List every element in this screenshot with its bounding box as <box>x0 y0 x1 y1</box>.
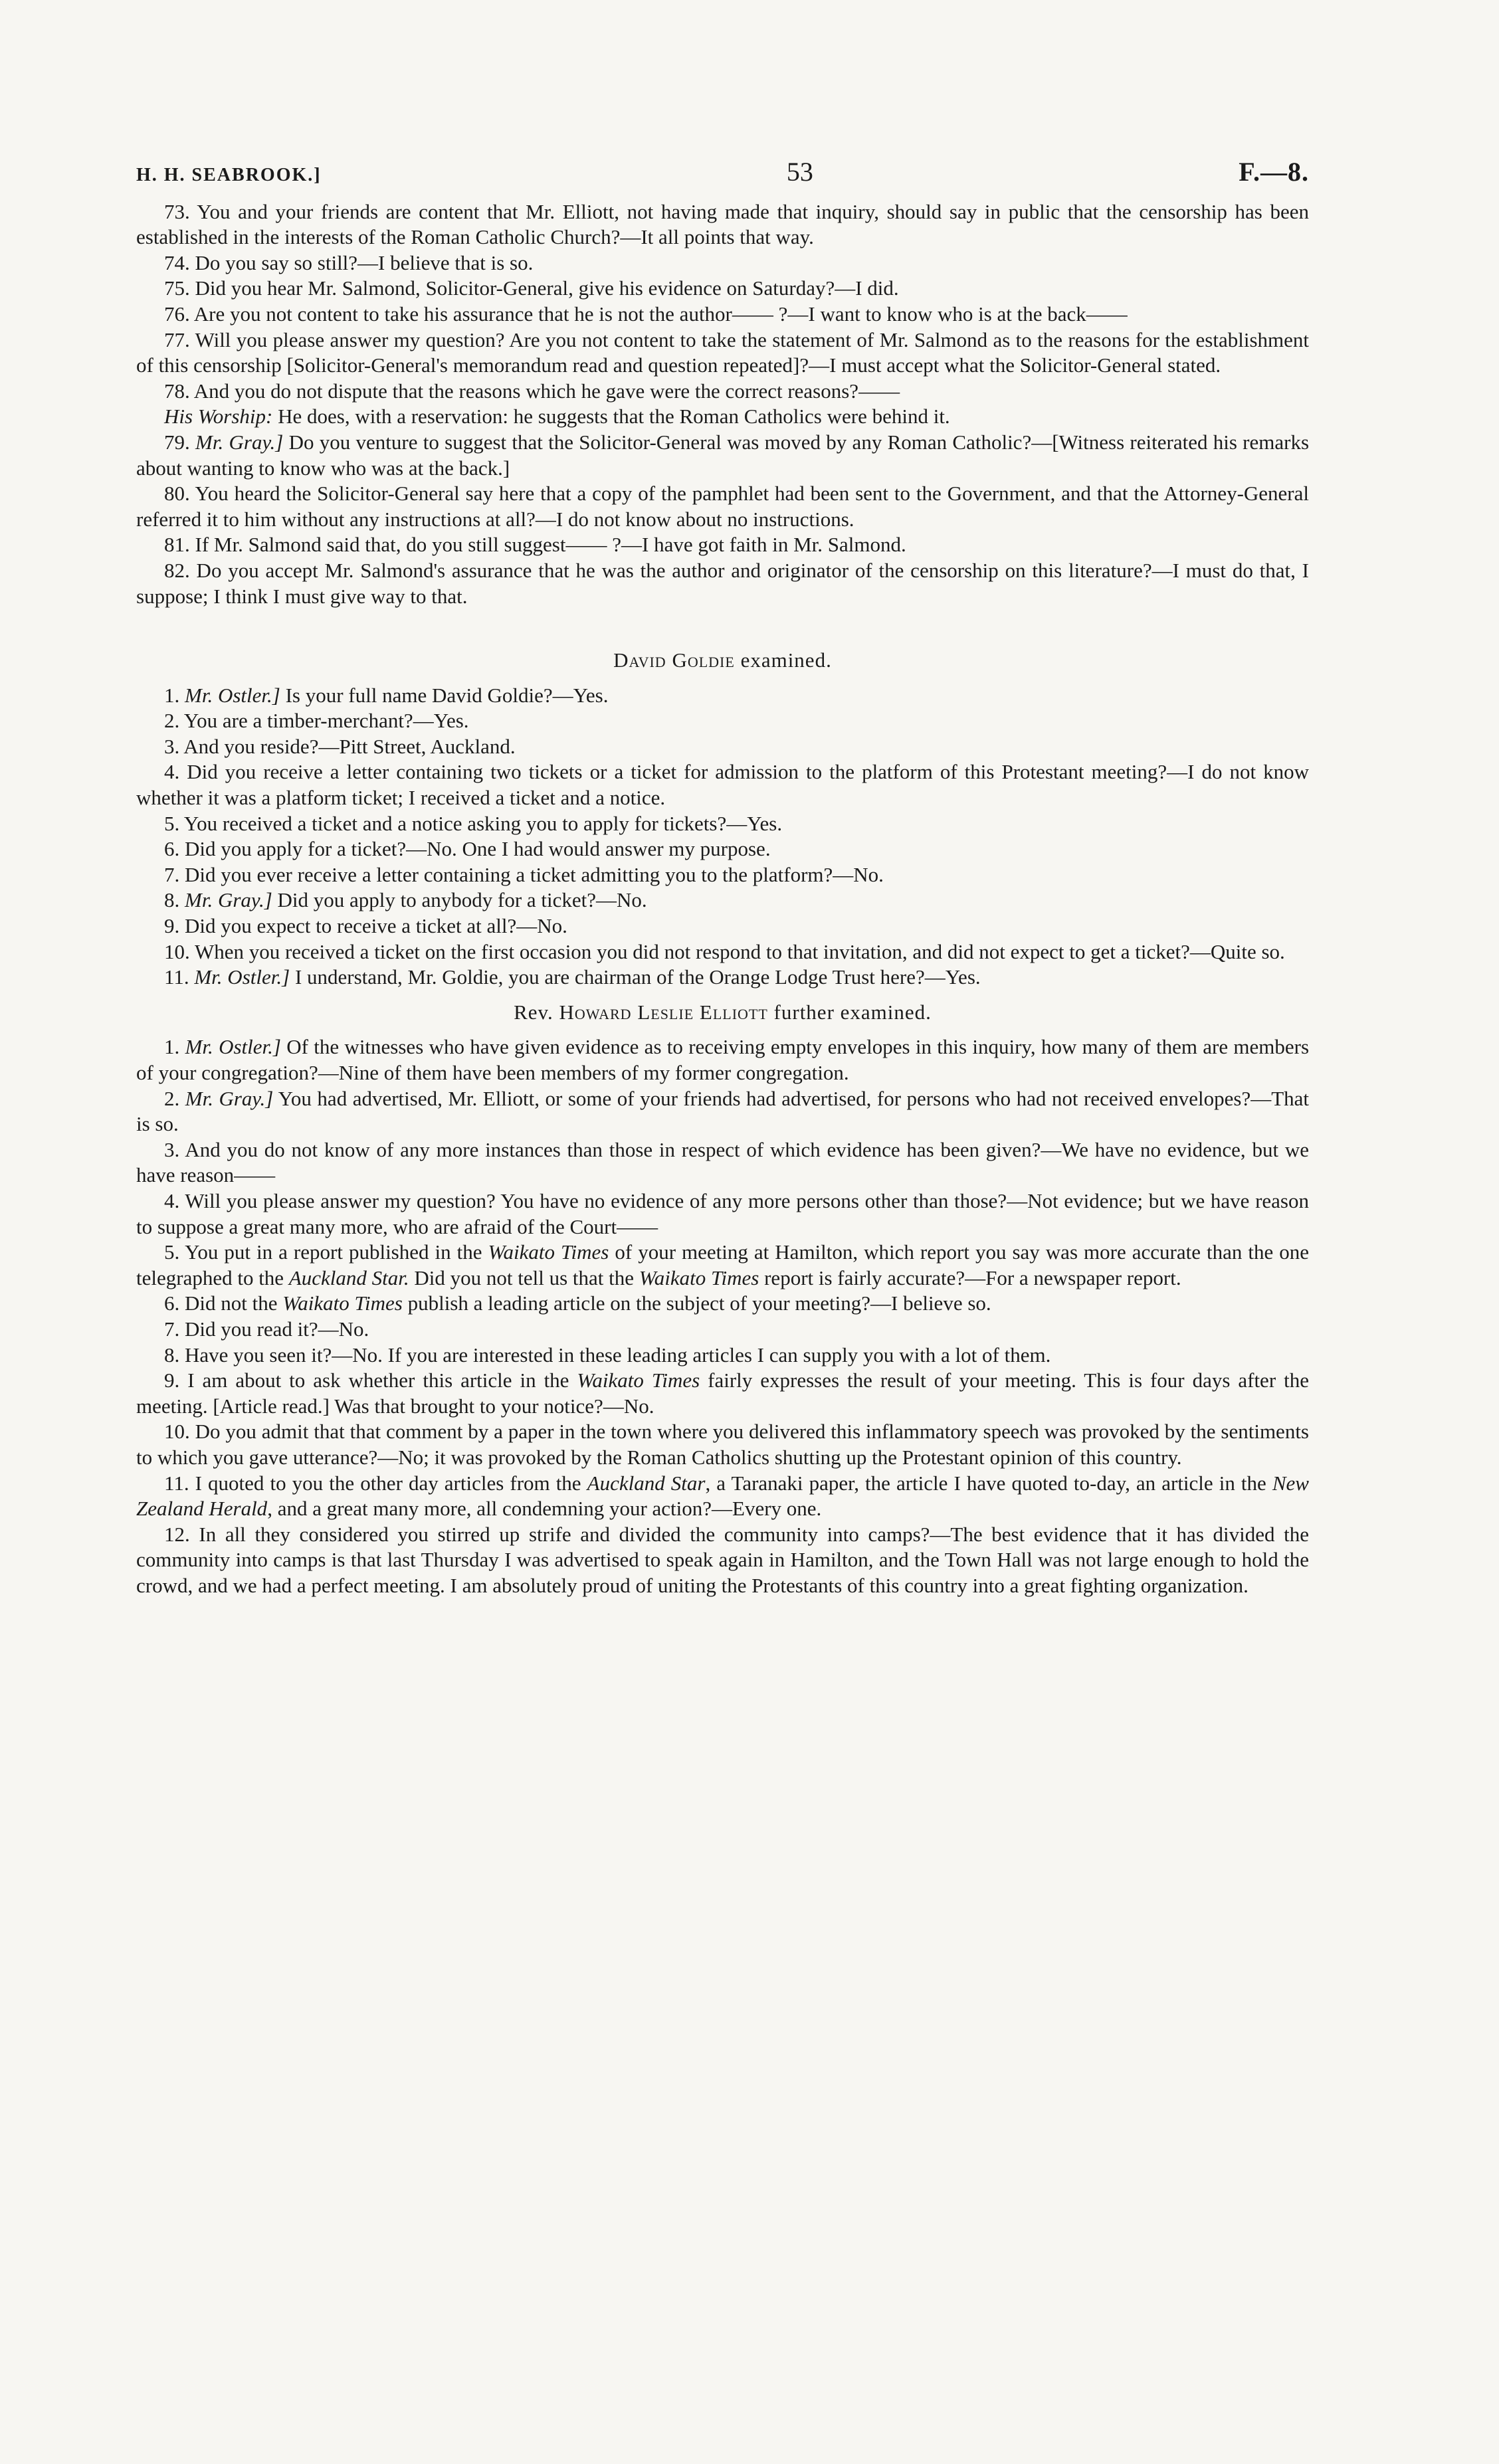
paragraph-text: You had advertised, Mr. Elliott, or some of your friends had advertised, for persons who had not received envelopes?—That is so. <box>136 1086 1310 1136</box>
paragraph-text: He does, with a reservation: he suggests that the Roman Catholics were behind it. <box>272 405 950 428</box>
paragraph-text: 6. Did you apply for a ticket?—No. One I had would answer my purpose. <box>164 837 771 861</box>
paragraph-text: 11. I quoted to you the other day articles from the <box>164 1471 587 1495</box>
testimony-paragraph <box>136 1317 1309 1343</box>
paragraph-text: report is fairly accurate?—For a newspaper report. <box>759 1266 1181 1289</box>
paragraph-text: 4. Did you receive a letter containing two tickets or a ticket for admission to the platform of this Protestant meeting?—I do not know whether it was a platform ticket; I received a ticket and a notice. <box>136 760 1309 810</box>
paragraph-text: 78. And you do not dispute that the reasons which he gave were the correct reasons?—— <box>164 379 900 403</box>
testimony-paragraph <box>136 683 1309 709</box>
newspaper-title: Waikato Times <box>577 1369 700 1392</box>
newspaper-title: Auckland Star <box>587 1471 706 1495</box>
testimony-paragraph <box>136 1522 1309 1599</box>
paragraph-text: 80. You heard the Solicitor-General say here that a copy of the pamphlet had been sent to the Government, and that the Attorney-General referred it to him without any instructions at all?—I do not know about no instructions. <box>136 482 1309 531</box>
paragraph-text: 10. When you received a ticket on the first occasion you did not respond to that invitation, and did not expect to get a ticket?—Quite so. <box>164 939 1285 963</box>
paragraph-text: 5. You received a ticket and a notice asking you to apply for tickets?—Yes. <box>164 811 783 835</box>
goldie-section <box>136 683 1309 991</box>
paragraph-text: Did you not tell us that the <box>409 1266 639 1289</box>
question-number: 8. <box>164 888 185 912</box>
paragraph-text: Do you venture to suggest that the Solicitor-General was moved by any Roman Catholic?—[Witness reiterated his remarks about wanting to know who was at the back.] <box>136 430 1310 480</box>
testimony-paragraph <box>136 250 1309 276</box>
paragraph-text: 77. Will you please answer my question? Are you not content to take the statement of Mr. Salmond as to the reasons for the establishment of this censorship [Solicitor-General's memorandum read and question repeated]?—I must accept what the Solicitor-General stated. <box>136 328 1309 377</box>
testimony-paragraph <box>136 379 1309 405</box>
speaker-label: Mr. Gray.] <box>185 888 272 912</box>
testimony-paragraph <box>136 276 1309 302</box>
witness-name: Howard Leslie Elliott <box>559 1000 768 1024</box>
paragraph-text: 76. Are you not content to take his assurance that he is not the author—— ?—I want to know who is at the back—— <box>164 302 1128 326</box>
paragraph-text: 9. I am about to ask whether this article in the <box>164 1369 577 1392</box>
paragraph-text: Is your full name David Goldie?—Yes. <box>280 683 609 707</box>
paragraph-text: 3. And you do not know of any more instances than those in respect of which evidence has been given?—We have no evidence, but we have reason—— <box>136 1137 1309 1187</box>
paragraph-text: 10. Do you admit that that comment by a paper in the town where you delivered this inflammatory speech was provoked by the sentiments to which you gave utterance?—No; it was provoked by the Roman Catholics shutting up the Protestant opinion of this country. <box>136 1420 1309 1469</box>
speaker-label: Mr. Ostler.] <box>194 965 290 989</box>
speaker-label: Mr. Gray.] <box>185 1086 274 1110</box>
paragraph-text: 2. You are a timber-merchant?—Yes. <box>164 709 469 733</box>
paragraph-text: 6. Did not the <box>164 1291 283 1315</box>
testimony-paragraph <box>136 1471 1309 1522</box>
newspaper-title: Waikato Times <box>488 1240 609 1264</box>
title-suffix: examined. <box>734 648 832 672</box>
testimony-paragraph <box>136 734 1309 760</box>
question-number: 79. <box>164 430 196 454</box>
testimony-paragraph <box>136 862 1309 888</box>
question-number: 1. <box>164 1035 185 1059</box>
testimony-paragraph <box>136 404 1309 430</box>
goldie-section-title <box>136 648 1309 674</box>
paragraph-text: 3. And you reside?—Pitt Street, Auckland. <box>164 734 516 758</box>
speaker-label: Mr. Ostler.] <box>185 683 280 707</box>
question-number: 1. <box>164 683 185 707</box>
paragraph-text: I understand, Mr. Goldie, you are chairman of the Orange Lodge Trust here?—Yes. <box>290 965 981 989</box>
newspaper-title: Waikato Times <box>639 1266 759 1289</box>
paragraph-text: 8. Have you seen it?—No. If you are interested in these leading articles I can supply you with a lot of them. <box>164 1343 1051 1367</box>
title-prefix: Rev. <box>514 1000 559 1024</box>
testimony-paragraph <box>136 965 1309 991</box>
testimony-paragraph <box>136 302 1309 328</box>
paragraph-text: , a Taranaki paper, the article I have quoted to-day, an article in the <box>705 1471 1272 1495</box>
paragraph-text: 12. In all they considered you stirred up strife and divided the community into camps?—The best evidence that it has divided the community into camps is that last Thursday I was advertised to speak again in Hamilton, and the Town Hall was not large enough to hold the crowd, and we had a perfect meeting. I am absolutely proud of uniting the Protestants of this country into a great fighting organization. <box>136 1522 1309 1597</box>
witness-name: David Goldie <box>613 648 735 672</box>
testimony-paragraph <box>136 1137 1309 1188</box>
paragraph-text: of your meeting at Hamilton, which report you say was more accurate than the one telegraphed to the <box>136 1240 1309 1289</box>
testimony-paragraph <box>136 199 1309 250</box>
testimony-paragraph <box>136 1291 1309 1317</box>
speaker-label: Mr. Ostler.] <box>185 1035 281 1059</box>
newspaper-title: Waikato Times <box>282 1291 403 1315</box>
paragraph-text: Did you apply to anybody for a ticket?—No. <box>272 888 647 912</box>
paragraph-text: 81. If Mr. Salmond said that, do you still suggest—— ?—I have got faith in Mr. Salmond. <box>164 533 906 557</box>
speaker-label: Mr. Gray.] <box>195 430 284 454</box>
paragraph-text: 75. Did you hear Mr. Salmond, Solicitor-General, give his evidence on Saturday?—I did. <box>164 276 899 300</box>
testimony-paragraph <box>136 913 1309 939</box>
testimony-paragraph <box>136 1034 1309 1086</box>
paper-reference: F.—8. <box>1239 157 1309 187</box>
testimony-paragraph <box>136 430 1309 481</box>
testimony-paragraph <box>136 1368 1309 1419</box>
header-witness: H. H. SEABROOK.] <box>136 165 322 185</box>
elliott-section <box>136 1034 1309 1598</box>
newspaper-title: New Zealand Herald <box>136 1471 1309 1521</box>
testimony-paragraph <box>136 532 1309 558</box>
newspaper-title: Auckland Star. <box>288 1266 409 1289</box>
paragraph-text: Of the witnesses who have given evidence as to receiving empty envelopes in this inquiry, how many of them are members of your congregation?—Nine of them have been members of my former congregation. <box>136 1035 1310 1084</box>
testimony-paragraph <box>136 811 1309 837</box>
seabrook-section <box>136 199 1309 610</box>
paragraph-text: 82. Do you accept Mr. Salmond's assurance that he was the author and originator of the censorship on this literature?—I must do that, I suppose; I think I must give way to that. <box>136 558 1309 608</box>
paragraph-text: 7. Did you ever receive a letter containing a ticket admitting you to the platform?—No. <box>164 862 884 886</box>
testimony-paragraph <box>136 1240 1309 1291</box>
document-page <box>136 159 1309 1598</box>
page-header <box>136 159 1309 189</box>
question-number: 11. <box>164 965 195 989</box>
paragraph-text: 9. Did you expect to receive a ticket at all?—No. <box>164 914 567 938</box>
testimony-paragraph <box>136 888 1309 913</box>
testimony-paragraph <box>136 836 1309 862</box>
speaker-label: His Worship: <box>164 405 273 428</box>
paragraph-text: , and a great many more, all condemning your action?—Every one. <box>267 1497 822 1521</box>
paragraph-text: 74. Do you say so still?—I believe that is so. <box>164 250 534 274</box>
page-number: 53 <box>786 157 813 187</box>
question-number: 2. <box>164 1086 185 1110</box>
paragraph-text: 7. Did you read it?—No. <box>164 1317 369 1341</box>
title-suffix: further examined. <box>767 1000 932 1024</box>
testimony-paragraph <box>136 939 1309 965</box>
testimony-paragraph <box>136 1343 1309 1369</box>
paragraph-text: 73. You and your friends are content that Mr. Elliott, not having made that inquiry, should say in public that the censorship has been established in the interests of the Roman Catholic Church?—It all points that way. <box>136 199 1309 249</box>
paragraph-text: 4. Will you please answer my question? You have no evidence of any more persons other than those?—Not evidence; but we have reason to suppose a great many more, who are afraid of the Court—— <box>136 1188 1309 1238</box>
paragraph-text: publish a leading article on the subject of your meeting?—I believe so. <box>402 1291 991 1315</box>
testimony-paragraph <box>136 1188 1309 1240</box>
paragraph-text: 5. You put in a report published in the <box>164 1240 488 1264</box>
testimony-paragraph <box>136 481 1309 532</box>
elliott-section-title <box>136 1000 1309 1026</box>
testimony-paragraph <box>136 1086 1309 1137</box>
testimony-paragraph <box>136 558 1309 609</box>
testimony-paragraph <box>136 1419 1309 1470</box>
paragraph-text: fairly expresses the result of your meeting. This is four days after the meeting. [Article read.] Was that brought to your notice?—No. <box>136 1369 1309 1418</box>
testimony-paragraph <box>136 759 1309 810</box>
testimony-paragraph <box>136 328 1309 379</box>
testimony-paragraph <box>136 708 1309 734</box>
